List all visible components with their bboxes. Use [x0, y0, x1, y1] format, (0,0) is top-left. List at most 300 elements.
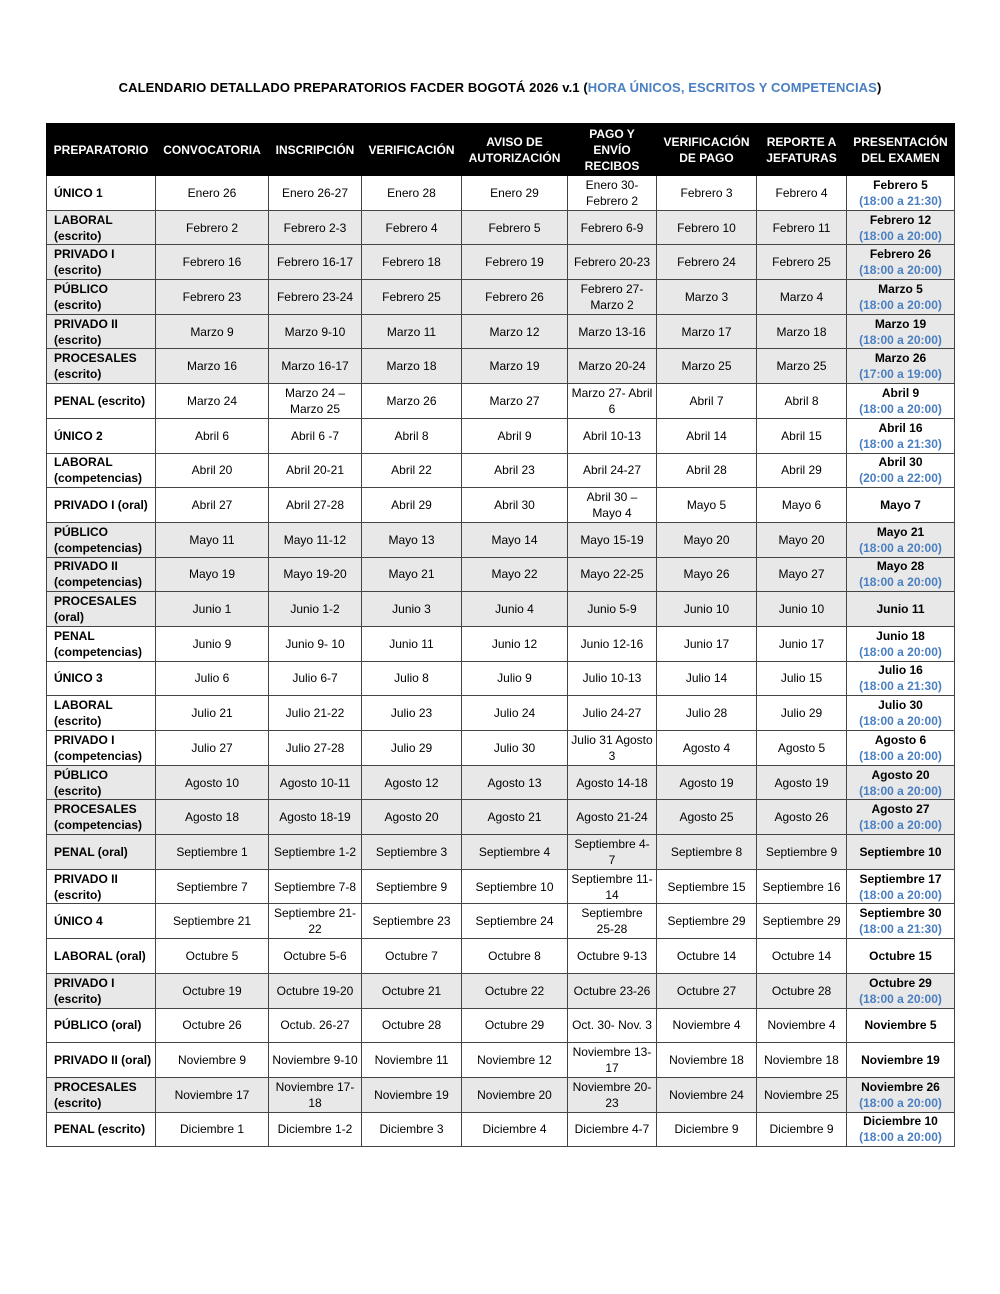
table-row — [47, 453, 955, 488]
aviso-cell: Julio 30 — [462, 731, 568, 766]
convocatoria-cell: Febrero 2 — [156, 210, 269, 245]
preparatorio-cell: PRIVADO I (escrito) — [47, 973, 156, 1008]
pago-cell: Julio 31 Agosto 3 — [568, 731, 657, 766]
pago-cell: Octubre 23-26 — [568, 973, 657, 1008]
verificacion-cell: Marzo 11 — [362, 314, 462, 349]
verificacion-pago-cell: Abril 7 — [657, 384, 757, 419]
verificacion-pago-cell: Marzo 3 — [657, 280, 757, 315]
preparatorio-cell: LABORAL (oral) — [47, 939, 156, 974]
presentacion-cell — [847, 384, 955, 419]
inscripcion-cell: Septiembre 21-22 — [269, 904, 362, 939]
title-close: ) — [876, 80, 882, 95]
inscripcion-cell: Noviembre 9-10 — [269, 1043, 362, 1078]
exam-hour: (18:00 a 20:00) — [859, 991, 942, 1006]
pago-cell: Noviembre 13-17 — [568, 1043, 657, 1078]
preparatorio-cell: PROCESALES (escrito) — [47, 1077, 156, 1112]
table-row — [47, 384, 955, 419]
presentacion-cell — [847, 280, 955, 315]
reporte-cell: Julio 29 — [757, 696, 847, 731]
verificacion-pago-cell: Abril 14 — [657, 418, 757, 453]
exam-hour: (18:00 a 20:00) — [859, 887, 942, 902]
preparatorio-cell: PROCESALES (escrito) — [47, 349, 156, 384]
table-row — [47, 765, 955, 800]
presentacion-cell — [847, 210, 955, 245]
convocatoria-cell: Julio 21 — [156, 696, 269, 731]
inscripcion-cell: Abril 6 -7 — [269, 418, 362, 453]
table-row — [47, 904, 955, 939]
reporte-cell: Julio 15 — [757, 661, 847, 696]
table-row — [47, 973, 955, 1008]
convocatoria-cell: Agosto 18 — [156, 800, 269, 835]
aviso-cell: Febrero 26 — [462, 280, 568, 315]
verificacion-pago-cell: Marzo 17 — [657, 314, 757, 349]
table-row — [47, 939, 955, 974]
verificacion-cell: Noviembre 19 — [362, 1077, 462, 1112]
pago-cell: Abril 24-27 — [568, 453, 657, 488]
presentacion-cell — [847, 765, 955, 800]
exam-date: Noviembre 26 — [861, 1079, 940, 1094]
exam-hour: (18:00 a 20:00) — [859, 540, 942, 555]
pago-cell: Diciembre 4-7 — [568, 1112, 657, 1147]
inscripcion-cell: Febrero 23-24 — [269, 280, 362, 315]
pago-cell: Junio 12-16 — [568, 626, 657, 661]
verificacion-pago-cell: Septiembre 15 — [657, 869, 757, 904]
preparatorio-cell: PRIVADO I (competencias) — [47, 731, 156, 766]
table-header-row — [47, 124, 955, 176]
convocatoria-cell: Octubre 5 — [156, 939, 269, 974]
exam-hour: (18:00 a 20:00) — [859, 263, 942, 278]
pago-cell: Febrero 27- Marzo 2 — [568, 280, 657, 315]
reporte-cell: Mayo 27 — [757, 557, 847, 592]
presentacion-cell — [847, 522, 955, 557]
table-row — [47, 245, 955, 280]
inscripcion-cell: Octubre 19-20 — [269, 973, 362, 1008]
verificacion-cell: Febrero 18 — [362, 245, 462, 280]
reporte-cell: Octubre 14 — [757, 939, 847, 974]
exam-hour: (18:00 a 20:00) — [859, 644, 942, 659]
preparatorio-cell: PRIVADO II (competencias) — [47, 557, 156, 592]
convocatoria-cell: Septiembre 7 — [156, 869, 269, 904]
table-row — [47, 314, 955, 349]
reporte-cell: Abril 29 — [757, 453, 847, 488]
aviso-cell: Marzo 19 — [462, 349, 568, 384]
presentacion-cell — [847, 418, 955, 453]
inscripcion-cell: Junio 1-2 — [269, 592, 362, 627]
verificacion-pago-cell: Noviembre 4 — [657, 1008, 757, 1043]
table-row — [47, 731, 955, 766]
reporte-cell: Marzo 18 — [757, 314, 847, 349]
aviso-cell: Noviembre 20 — [462, 1077, 568, 1112]
table-row — [47, 1112, 955, 1147]
verificacion-pago-cell: Mayo 5 — [657, 488, 757, 523]
verificacion-pago-cell: Febrero 10 — [657, 210, 757, 245]
aviso-cell: Octubre 29 — [462, 1008, 568, 1043]
exam-date: Abril 30 — [878, 455, 923, 470]
pago-cell: Julio 24-27 — [568, 696, 657, 731]
aviso-cell: Mayo 22 — [462, 557, 568, 592]
presentacion-cell — [847, 973, 955, 1008]
exam-hour: (18:00 a 21:30) — [859, 436, 942, 451]
verificacion-pago-cell: Diciembre 9 — [657, 1112, 757, 1147]
table-row — [47, 626, 955, 661]
exam-date: Diciembre 10 — [863, 1114, 938, 1129]
verificacion-cell: Septiembre 3 — [362, 835, 462, 870]
verificacion-cell: Junio 11 — [362, 626, 462, 661]
verificacion-pago-cell: Febrero 24 — [657, 245, 757, 280]
verificacion-pago-cell: Septiembre 29 — [657, 904, 757, 939]
verificacion-cell: Marzo 26 — [362, 384, 462, 419]
verificacion-pago-cell: Abril 28 — [657, 453, 757, 488]
reporte-cell: Mayo 6 — [757, 488, 847, 523]
title-highlight: HORA ÚNICOS, ESCRITOS Y COMPETENCIAS — [587, 80, 877, 95]
pago-cell: Mayo 15-19 — [568, 522, 657, 557]
convocatoria-cell: Febrero 23 — [156, 280, 269, 315]
verificacion-pago-cell: Marzo 25 — [657, 349, 757, 384]
convocatoria-cell: Enero 26 — [156, 176, 269, 211]
aviso-cell: Abril 30 — [462, 488, 568, 523]
presentacion-cell — [847, 661, 955, 696]
convocatoria-cell: Febrero 16 — [156, 245, 269, 280]
convocatoria-cell: Junio 1 — [156, 592, 269, 627]
convocatoria-cell: Abril 27 — [156, 488, 269, 523]
pago-cell: Abril 10-13 — [568, 418, 657, 453]
preparatorio-cell: PRIVADO I (oral) — [47, 488, 156, 523]
inscripcion-cell: Abril 27-28 — [269, 488, 362, 523]
reporte-cell: Septiembre 16 — [757, 869, 847, 904]
exam-date: Julio 16 — [878, 663, 923, 678]
table-row — [47, 418, 955, 453]
preparatorio-cell: ÚNICO 1 — [47, 176, 156, 211]
pago-cell: Octubre 9-13 — [568, 939, 657, 974]
aviso-cell: Marzo 27 — [462, 384, 568, 419]
table-row — [47, 522, 955, 557]
aviso-cell: Septiembre 10 — [462, 869, 568, 904]
verificacion-pago-cell: Agosto 4 — [657, 731, 757, 766]
header-inscripcion: INSCRIPCIÓN — [269, 124, 362, 176]
table-body — [47, 176, 955, 1147]
pago-cell: Junio 5-9 — [568, 592, 657, 627]
preparatorio-cell: PRIVADO I (escrito) — [47, 245, 156, 280]
convocatoria-cell: Noviembre 9 — [156, 1043, 269, 1078]
presentacion-cell — [847, 904, 955, 939]
preparatorio-cell: LABORAL (escrito) — [47, 210, 156, 245]
verificacion-pago-cell: Septiembre 8 — [657, 835, 757, 870]
exam-date: Febrero 5 — [873, 177, 928, 192]
preparatorio-cell: PRIVADO II (escrito) — [47, 314, 156, 349]
exam-date: Junio 18 — [876, 628, 925, 643]
inscripcion-cell: Marzo 9-10 — [269, 314, 362, 349]
exam-date: Mayo 28 — [876, 559, 925, 574]
convocatoria-cell: Octubre 19 — [156, 973, 269, 1008]
presentacion-cell — [847, 314, 955, 349]
convocatoria-cell: Septiembre 21 — [156, 904, 269, 939]
verificacion-pago-cell: Julio 28 — [657, 696, 757, 731]
aviso-cell: Agosto 21 — [462, 800, 568, 835]
reporte-cell: Junio 10 — [757, 592, 847, 627]
page-title — [0, 80, 1000, 95]
presentacion-cell — [847, 176, 955, 211]
presentacion-cell — [847, 696, 955, 731]
verificacion-pago-cell: Junio 10 — [657, 592, 757, 627]
reporte-cell: Agosto 26 — [757, 800, 847, 835]
aviso-cell: Mayo 14 — [462, 522, 568, 557]
reporte-cell: Noviembre 18 — [757, 1043, 847, 1078]
exam-hour: (17:00 a 19:00) — [859, 367, 942, 382]
aviso-cell: Septiembre 24 — [462, 904, 568, 939]
preparatorio-cell: PROCESALES (competencias) — [47, 800, 156, 835]
convocatoria-cell: Marzo 16 — [156, 349, 269, 384]
convocatoria-cell: Marzo 9 — [156, 314, 269, 349]
title-main: CALENDARIO DETALLADO PREPARATORIOS FACDER BOGOTÁ 2026 v.1 ( — [118, 80, 588, 95]
preparatorio-cell: ÚNICO 2 — [47, 418, 156, 453]
verificacion-cell: Abril 22 — [362, 453, 462, 488]
presentacion-cell — [847, 245, 955, 280]
convocatoria-cell: Mayo 19 — [156, 557, 269, 592]
pago-cell: Marzo 27- Abril 6 — [568, 384, 657, 419]
table-row — [47, 176, 955, 211]
exam-date: Julio 30 — [878, 698, 923, 713]
aviso-cell: Octubre 8 — [462, 939, 568, 974]
verificacion-cell: Abril 8 — [362, 418, 462, 453]
aviso-cell: Junio 12 — [462, 626, 568, 661]
presentacion-cell — [847, 1008, 955, 1043]
header-reporte: REPORTE A JEFATURAS — [757, 124, 847, 176]
table-row — [47, 592, 955, 627]
reporte-cell: Abril 8 — [757, 384, 847, 419]
verificacion-cell: Marzo 18 — [362, 349, 462, 384]
exam-hour: (18:00 a 20:00) — [859, 297, 942, 312]
exam-hour: (18:00 a 20:00) — [859, 783, 942, 798]
inscripcion-cell: Abril 20-21 — [269, 453, 362, 488]
table-row — [47, 349, 955, 384]
pago-cell: Septiembre 4-7 — [568, 835, 657, 870]
aviso-cell: Agosto 13 — [462, 765, 568, 800]
pago-cell: Abril 30 – Mayo 4 — [568, 488, 657, 523]
exam-date: Mayo 21 — [876, 524, 925, 539]
inscripcion-cell: Noviembre 17-18 — [269, 1077, 362, 1112]
verificacion-pago-cell: Agosto 19 — [657, 765, 757, 800]
table-row — [47, 696, 955, 731]
inscripcion-cell: Octubre 5-6 — [269, 939, 362, 974]
aviso-cell: Febrero 19 — [462, 245, 568, 280]
table-row — [47, 1043, 955, 1078]
exam-hour: (20:00 a 22:00) — [859, 471, 942, 486]
pago-cell: Febrero 20-23 — [568, 245, 657, 280]
pago-cell: Enero 30- Febrero 2 — [568, 176, 657, 211]
verificacion-pago-cell: Noviembre 18 — [657, 1043, 757, 1078]
reporte-cell: Noviembre 4 — [757, 1008, 847, 1043]
exam-hour: (18:00 a 20:00) — [859, 332, 942, 347]
verificacion-cell: Septiembre 9 — [362, 869, 462, 904]
convocatoria-cell: Agosto 10 — [156, 765, 269, 800]
preparatorio-cell: PÚBLICO (escrito) — [47, 765, 156, 800]
reporte-cell: Marzo 4 — [757, 280, 847, 315]
table-row — [47, 557, 955, 592]
exam-hour: (18:00 a 20:00) — [859, 401, 942, 416]
exam-date: Abril 9 — [881, 385, 920, 400]
verificacion-pago-cell: Febrero 3 — [657, 176, 757, 211]
table-row — [47, 280, 955, 315]
verificacion-cell: Enero 28 — [362, 176, 462, 211]
preparatorio-cell: PROCESALES (oral) — [47, 592, 156, 627]
verificacion-cell: Octubre 28 — [362, 1008, 462, 1043]
verificacion-cell: Septiembre 23 — [362, 904, 462, 939]
reporte-cell: Noviembre 25 — [757, 1077, 847, 1112]
header-preparatorio: PREPARATORIO — [47, 124, 156, 176]
convocatoria-cell: Septiembre 1 — [156, 835, 269, 870]
pago-cell: Septiembre 11-14 — [568, 869, 657, 904]
reporte-cell: Febrero 11 — [757, 210, 847, 245]
exam-hour: (18:00 a 21:30) — [859, 679, 942, 694]
inscripcion-cell: Junio 9- 10 — [269, 626, 362, 661]
table-row — [47, 488, 955, 523]
exam-date: Agosto 20 — [871, 767, 930, 782]
preparatorio-cell: PRIVADO II (oral) — [47, 1043, 156, 1078]
preparatorio-cell: PENAL (escrito) — [47, 384, 156, 419]
presentacion-cell — [847, 800, 955, 835]
aviso-cell: Abril 9 — [462, 418, 568, 453]
pago-cell: Agosto 14-18 — [568, 765, 657, 800]
convocatoria-cell: Abril 20 — [156, 453, 269, 488]
aviso-cell: Marzo 12 — [462, 314, 568, 349]
exam-hour: (18:00 a 20:00) — [859, 575, 942, 590]
aviso-cell: Enero 29 — [462, 176, 568, 211]
calendar-table — [46, 123, 955, 1147]
reporte-cell: Agosto 19 — [757, 765, 847, 800]
reporte-cell: Septiembre 9 — [757, 835, 847, 870]
inscripcion-cell: Agosto 10-11 — [269, 765, 362, 800]
reporte-cell: Agosto 5 — [757, 731, 847, 766]
verificacion-cell: Julio 23 — [362, 696, 462, 731]
verificacion-cell: Agosto 20 — [362, 800, 462, 835]
verificacion-pago-cell: Julio 14 — [657, 661, 757, 696]
exam-hour: (18:00 a 20:00) — [859, 818, 942, 833]
pago-cell: Marzo 13-16 — [568, 314, 657, 349]
aviso-cell: Septiembre 4 — [462, 835, 568, 870]
preparatorio-cell: PÚBLICO (competencias) — [47, 522, 156, 557]
verificacion-cell: Octubre 21 — [362, 973, 462, 1008]
preparatorio-cell: PÚBLICO (escrito) — [47, 280, 156, 315]
inscripcion-cell: Julio 6-7 — [269, 661, 362, 696]
inscripcion-cell: Septiembre 1-2 — [269, 835, 362, 870]
verificacion-pago-cell: Mayo 26 — [657, 557, 757, 592]
convocatoria-cell: Junio 9 — [156, 626, 269, 661]
presentacion-cell — [847, 1112, 955, 1147]
preparatorio-cell: ÚNICO 3 — [47, 661, 156, 696]
inscripcion-cell: Julio 27-28 — [269, 731, 362, 766]
inscripcion-cell: Mayo 11-12 — [269, 522, 362, 557]
verificacion-pago-cell: Octubre 14 — [657, 939, 757, 974]
verificacion-cell: Abril 29 — [362, 488, 462, 523]
inscripcion-cell: Agosto 18-19 — [269, 800, 362, 835]
exam-date: Septiembre 30 — [859, 906, 942, 921]
aviso-cell: Diciembre 4 — [462, 1112, 568, 1147]
aviso-cell: Abril 23 — [462, 453, 568, 488]
preparatorio-cell: PENAL (competencias) — [47, 626, 156, 661]
pago-cell: Noviembre 20-23 — [568, 1077, 657, 1112]
aviso-cell: Junio 4 — [462, 592, 568, 627]
reporte-cell: Diciembre 9 — [757, 1112, 847, 1147]
table-row — [47, 1077, 955, 1112]
aviso-cell: Noviembre 12 — [462, 1043, 568, 1078]
exam-date: Mayo 7 — [880, 498, 921, 513]
exam-date: Febrero 26 — [869, 247, 932, 262]
verificacion-pago-cell: Mayo 20 — [657, 522, 757, 557]
verificacion-cell: Junio 3 — [362, 592, 462, 627]
table-row — [47, 661, 955, 696]
inscripcion-cell: Diciembre 1-2 — [269, 1112, 362, 1147]
exam-hour: (18:00 a 21:30) — [859, 193, 942, 208]
header-aviso: AVISO DE AUTORIZACIÓN — [462, 124, 568, 176]
verificacion-pago-cell: Octubre 27 — [657, 973, 757, 1008]
header-convocatoria: CONVOCATORIA — [156, 124, 269, 176]
aviso-cell: Octubre 22 — [462, 973, 568, 1008]
exam-hour: (18:00 a 20:00) — [859, 1130, 942, 1145]
inscripcion-cell: Enero 26-27 — [269, 176, 362, 211]
aviso-cell: Julio 9 — [462, 661, 568, 696]
presentacion-cell — [847, 488, 955, 523]
convocatoria-cell: Abril 6 — [156, 418, 269, 453]
convocatoria-cell: Julio 6 — [156, 661, 269, 696]
header-pago: PAGO Y ENVÍO RECIBOS — [568, 124, 657, 176]
presentacion-cell — [847, 1077, 955, 1112]
reporte-cell: Abril 15 — [757, 418, 847, 453]
reporte-cell: Octubre 28 — [757, 973, 847, 1008]
exam-date: Abril 16 — [878, 420, 923, 435]
convocatoria-cell: Diciembre 1 — [156, 1112, 269, 1147]
reporte-cell: Mayo 20 — [757, 522, 847, 557]
pago-cell: Septiembre 25-28 — [568, 904, 657, 939]
presentacion-cell — [847, 592, 955, 627]
inscripcion-cell: Marzo 24 – Marzo 25 — [269, 384, 362, 419]
header-verificacion: VERIFICACIÓN — [362, 124, 462, 176]
exam-hour: (18:00 a 20:00) — [859, 714, 942, 729]
table-row — [47, 210, 955, 245]
exam-date: Noviembre 19 — [861, 1053, 940, 1068]
preparatorio-cell: LABORAL (escrito) — [47, 696, 156, 731]
presentacion-cell — [847, 1043, 955, 1078]
presentacion-cell — [847, 557, 955, 592]
presentacion-cell — [847, 731, 955, 766]
pago-cell: Mayo 22-25 — [568, 557, 657, 592]
pago-cell: Julio 10-13 — [568, 661, 657, 696]
exam-date: Junio 11 — [876, 602, 925, 617]
pago-cell: Marzo 20-24 — [568, 349, 657, 384]
reporte-cell: Marzo 25 — [757, 349, 847, 384]
exam-date: Septiembre 10 — [859, 844, 942, 859]
preparatorio-cell: PÚBLICO (oral) — [47, 1008, 156, 1043]
aviso-cell: Julio 24 — [462, 696, 568, 731]
presentacion-cell — [847, 939, 955, 974]
aviso-cell: Febrero 5 — [462, 210, 568, 245]
convocatoria-cell: Octubre 26 — [156, 1008, 269, 1043]
exam-date: Octubre 29 — [869, 975, 932, 990]
exam-date: Noviembre 5 — [864, 1018, 937, 1033]
convocatoria-cell: Marzo 24 — [156, 384, 269, 419]
preparatorio-cell: LABORAL (competencias) — [47, 453, 156, 488]
header-presentacion: PRESENTACIÓN DEL EXAMEN — [847, 124, 955, 176]
preparatorio-cell: PENAL (escrito) — [47, 1112, 156, 1147]
exam-hour: (18:00 a 20:00) — [859, 228, 942, 243]
reporte-cell: Febrero 25 — [757, 245, 847, 280]
inscripcion-cell: Febrero 2-3 — [269, 210, 362, 245]
exam-date: Septiembre 17 — [859, 871, 942, 886]
exam-date: Octubre 15 — [869, 948, 932, 963]
exam-hour: (18:00 a 21:30) — [859, 922, 942, 937]
table-row — [47, 1008, 955, 1043]
verificacion-cell: Agosto 12 — [362, 765, 462, 800]
verificacion-cell: Julio 29 — [362, 731, 462, 766]
